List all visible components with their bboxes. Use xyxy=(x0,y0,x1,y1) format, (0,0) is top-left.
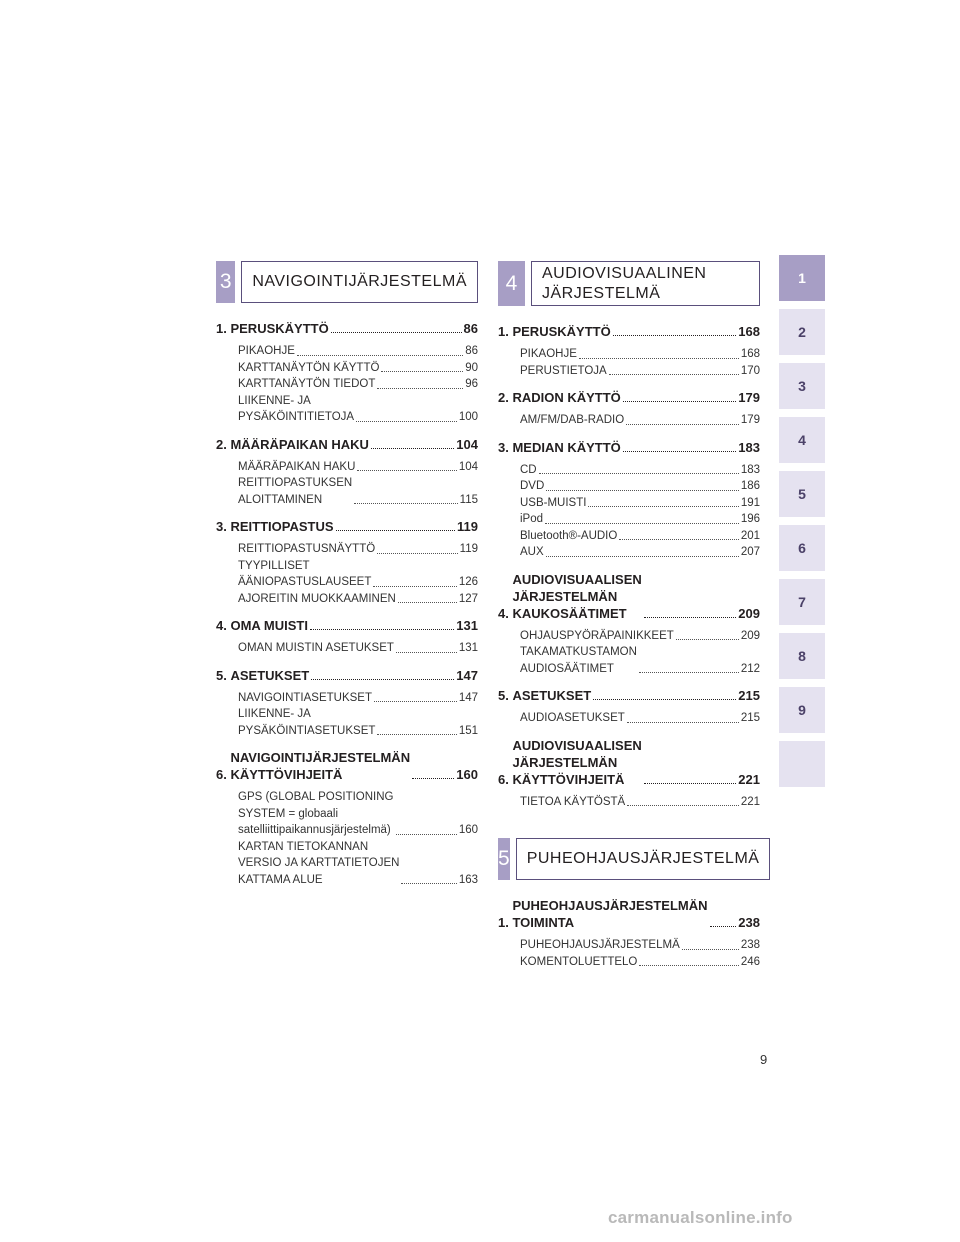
dot-leader xyxy=(639,965,738,966)
subsection-title: USB-MUISTI xyxy=(520,496,587,509)
subsection-entry[interactable] xyxy=(520,346,760,363)
subsection-entry[interactable] xyxy=(238,475,478,508)
subsection-title: TIETOA KÄYTÖSTÄ xyxy=(520,795,626,808)
subsection-title: REITTIOPASTUSNÄYTTÖ xyxy=(238,543,376,555)
subsection-title: LIIKENNE- JA PYSÄKÖINTIASETUKSET xyxy=(238,708,376,737)
chapter-number: 2. xyxy=(216,436,231,452)
chapter-title: NAVIGOINTIJÄRJESTELMÄN KÄYTTÖVIHJEITÄ xyxy=(230,750,411,782)
dot-leader xyxy=(396,652,457,653)
chapter-tab[interactable]: 4 xyxy=(779,417,825,463)
subsection-list xyxy=(498,937,760,970)
subsection-entry[interactable] xyxy=(238,839,478,889)
subsection-list xyxy=(216,690,478,740)
section-header xyxy=(498,838,760,880)
dot-leader xyxy=(546,490,739,491)
dot-leader xyxy=(710,926,737,927)
chapter-number: 4. xyxy=(216,618,231,633)
subsection-list xyxy=(216,789,478,888)
subsection-page: 207 xyxy=(740,546,760,558)
subsection-entry[interactable] xyxy=(238,591,478,608)
section-title: AUDIOVISUAALINEN JÄRJESTELMÄ xyxy=(531,261,760,306)
subsection-entry[interactable] xyxy=(520,628,760,645)
chapter-title: MEDIAN KÄYTTÖ xyxy=(512,439,621,455)
dot-leader xyxy=(310,629,454,630)
chapter-entry[interactable] xyxy=(216,667,478,684)
subsection-list xyxy=(498,794,760,811)
subsection-entry[interactable] xyxy=(520,363,760,380)
subsection-page: 90 xyxy=(465,361,478,374)
subsection-page: 212 xyxy=(740,662,760,675)
subsection-page: 246 xyxy=(740,955,760,968)
subsection-page: 160 xyxy=(458,824,478,836)
subsection-entry[interactable] xyxy=(520,462,760,479)
chapter-page: 119 xyxy=(457,519,478,534)
chapter-tab[interactable]: 2 xyxy=(779,309,825,355)
chapter-entry[interactable] xyxy=(498,323,760,340)
chapter-entry[interactable] xyxy=(498,571,760,622)
subsection-page: 221 xyxy=(740,795,760,808)
subsection-page: 131 xyxy=(458,642,478,654)
subsection-title: KARTAN TIETOKANNAN VERSIO JA KARTTATIETOJEN KATTAMA ALUE xyxy=(238,840,400,886)
dot-leader xyxy=(401,883,456,884)
chapter-page: 86 xyxy=(463,321,478,336)
subsection-list xyxy=(216,343,478,426)
chapter-entry[interactable] xyxy=(498,897,760,931)
subsection-page: 96 xyxy=(465,378,478,390)
subsection-entry[interactable] xyxy=(238,690,478,707)
subsection-title: Bluetooth®-AUDIO xyxy=(520,529,618,542)
page-number: 9 xyxy=(760,1052,768,1067)
chapter-body xyxy=(230,749,478,783)
chapter-entry[interactable] xyxy=(498,737,760,788)
section-number: 5 xyxy=(498,838,510,880)
section-title: NAVIGOINTIJÄRJESTELMÄ xyxy=(241,261,478,303)
subsection-title: CD xyxy=(520,463,537,476)
subsection-page: 191 xyxy=(740,496,760,509)
chapter-body xyxy=(230,667,478,684)
chapter-number: 6. xyxy=(498,771,513,787)
subsection-page: 238 xyxy=(740,939,760,951)
chapter-number: 6. xyxy=(216,767,231,782)
chapter-number: 1. xyxy=(498,324,513,339)
subsection-page: 170 xyxy=(740,364,760,377)
chapter-tab[interactable]: 6 xyxy=(779,525,825,571)
chapter-entry[interactable] xyxy=(216,436,478,453)
chapter-page: 104 xyxy=(456,436,478,452)
chapter-entry[interactable] xyxy=(216,617,478,634)
subsection-title: TAKAMATKUSTAMON AUDIOSÄÄTIMET xyxy=(520,646,637,675)
chapter-title: OMA MUISTI xyxy=(230,618,308,633)
subsection-list xyxy=(498,710,760,727)
chapter-number: 3. xyxy=(216,519,231,534)
subsection-page: 183 xyxy=(740,463,760,476)
chapter-body xyxy=(512,687,760,704)
subsection-title: GPS (GLOBAL POSITIONING SYSTEM = globaali satelliittipaikannusjärjestelmä) xyxy=(238,791,394,836)
chapter-body xyxy=(512,323,760,340)
chapter-tab[interactable]: 9 xyxy=(779,687,825,733)
dot-leader xyxy=(311,679,454,680)
chapter-number: 1. xyxy=(216,321,231,336)
subsection-page: 100 xyxy=(458,411,478,423)
dot-leader xyxy=(377,388,463,389)
dot-leader xyxy=(336,530,456,531)
subsection-title: DVD xyxy=(520,480,545,492)
chapter-body xyxy=(512,897,760,931)
subsection-entry[interactable] xyxy=(238,640,478,657)
subsection-entry[interactable] xyxy=(520,954,760,971)
section-title: PUHEOHJAUSJÄRJESTELMÄ xyxy=(516,838,771,880)
chapter-tab[interactable]: 5 xyxy=(779,471,825,517)
subsection-title: REITTIOPASTUKSEN ALOITTAMINEN xyxy=(238,477,353,506)
subsection-page: 126 xyxy=(458,576,478,588)
chapter-page: 160 xyxy=(456,767,478,782)
subsection-entry[interactable] xyxy=(520,528,760,545)
chapter-tab[interactable]: 1 xyxy=(779,255,825,301)
subsection-title: iPod xyxy=(520,513,544,525)
dot-leader xyxy=(676,639,739,640)
subsection-page: 201 xyxy=(740,529,760,542)
dot-leader xyxy=(623,401,736,402)
subsection-entry[interactable] xyxy=(520,710,760,727)
dot-leader xyxy=(593,699,736,700)
dot-leader xyxy=(545,523,739,524)
subsection-entry[interactable] xyxy=(520,937,760,954)
chapter-title: MÄÄRÄPAIKAN HAKU xyxy=(230,436,369,452)
subsection-title: NAVIGOINTIASETUKSET xyxy=(238,691,372,704)
chapter-tab[interactable] xyxy=(779,741,825,787)
subsection-title: AM/FM/DAB-RADIO xyxy=(520,414,625,426)
subsection-title: KARTTANÄYTÖN TIEDOT xyxy=(238,378,376,390)
subsection-title: PIKAOHJE xyxy=(238,345,295,357)
chapter-page: 179 xyxy=(738,390,760,405)
chapter-page: 215 xyxy=(738,688,760,703)
chapter-number: 5. xyxy=(498,688,513,703)
subsection-entry[interactable] xyxy=(238,789,478,839)
chapter-title: AUDIOVISUAALISEN JÄRJESTELMÄN KAUKOSÄÄTIMET xyxy=(512,571,642,621)
subsection-entry[interactable] xyxy=(238,393,478,426)
chapter-title: PERUSKÄYTTÖ xyxy=(512,324,611,339)
subsection-page: 186 xyxy=(740,480,760,492)
subsection-page: 151 xyxy=(458,724,478,737)
subsection-title: AUX xyxy=(520,546,544,558)
dot-leader xyxy=(539,473,739,474)
dot-leader xyxy=(357,470,456,471)
subsection-title: TYYPILLISET ÄÄNIOPASTUSLAUSEET xyxy=(238,559,372,588)
dot-leader xyxy=(644,783,737,784)
dot-leader xyxy=(588,506,738,507)
subsection-entry[interactable] xyxy=(238,343,478,360)
chapter-number: 1. xyxy=(498,915,513,930)
subsection-page: 86 xyxy=(465,345,478,357)
chapter-page: 131 xyxy=(456,618,478,633)
chapter-body xyxy=(230,518,478,535)
watermark: carmanualsonline.info xyxy=(608,1208,793,1227)
subsection-title: AUDIOASETUKSET xyxy=(520,712,625,724)
dot-leader xyxy=(396,834,457,835)
subsection-title: AJOREITIN MUOKKAAMINEN xyxy=(238,592,396,605)
chapter-page: 209 xyxy=(738,605,760,621)
chapter-body xyxy=(512,389,760,406)
chapter-body xyxy=(230,436,478,453)
subsection-entry[interactable] xyxy=(520,794,760,811)
subsection-list xyxy=(216,640,478,657)
chapter-entry[interactable] xyxy=(216,518,478,535)
dot-leader xyxy=(546,556,739,557)
chapter-tab[interactable]: 8 xyxy=(779,633,825,679)
chapter-page: 147 xyxy=(456,667,478,683)
subsection-entry[interactable] xyxy=(520,644,760,677)
subsection-entry[interactable] xyxy=(520,544,760,561)
toc-section xyxy=(498,261,760,810)
toc-section xyxy=(498,838,760,970)
section-header xyxy=(498,261,760,306)
dot-leader xyxy=(381,371,463,372)
section-number: 4 xyxy=(498,261,525,306)
subsection-title: OMAN MUISTIN ASETUKSET xyxy=(238,642,394,654)
subsection-list xyxy=(216,459,478,509)
dot-leader xyxy=(579,358,739,359)
chapter-body xyxy=(230,617,478,634)
left-column xyxy=(216,261,478,894)
subsection-title: OHJAUSPYÖRÄPAINIKKEET xyxy=(520,629,674,642)
subsection-title: PUHEOHJAUSJÄRJESTELMÄ xyxy=(520,939,680,951)
dot-leader xyxy=(373,586,456,587)
subsection-page: 147 xyxy=(458,691,478,704)
subsection-entry[interactable] xyxy=(238,459,478,476)
subsection-list xyxy=(498,412,760,429)
section-number: 3 xyxy=(216,261,235,303)
subsection-page: 179 xyxy=(740,414,760,426)
subsection-title: PERUSTIETOJA xyxy=(520,364,607,377)
dot-leader xyxy=(374,701,457,702)
subsection-entry[interactable] xyxy=(238,360,478,377)
subsection-page: 209 xyxy=(740,629,760,642)
subsection-entry[interactable] xyxy=(238,558,478,591)
chapter-page: 221 xyxy=(738,771,760,787)
dot-leader xyxy=(639,672,739,673)
dot-leader xyxy=(613,335,737,336)
dot-leader xyxy=(398,602,457,603)
subsection-entry[interactable] xyxy=(520,478,760,495)
chapter-page: 183 xyxy=(738,439,760,455)
chapter-title: REITTIOPASTUS xyxy=(230,519,334,534)
dot-leader xyxy=(371,448,454,449)
subsection-entry[interactable] xyxy=(238,541,478,558)
subsection-title: KARTTANÄYTÖN KÄYTTÖ xyxy=(238,361,380,374)
subsection-page: 115 xyxy=(459,493,478,506)
subsection-list xyxy=(498,346,760,379)
dot-leader xyxy=(377,553,457,554)
subsection-page: 168 xyxy=(740,348,760,360)
dot-leader xyxy=(377,734,456,735)
chapter-number: 2. xyxy=(498,390,513,405)
chapter-title: ASETUKSET xyxy=(230,667,310,683)
subsection-title: MÄÄRÄPAIKAN HAKU xyxy=(238,460,356,473)
chapter-title: AUDIOVISUAALISEN JÄRJESTELMÄN KÄYTTÖVIHJEITÄ xyxy=(512,737,642,787)
subsection-entry[interactable] xyxy=(520,412,760,429)
subsection-title: PIKAOHJE xyxy=(520,348,577,360)
toc-section xyxy=(216,261,478,888)
chapter-title: PERUSKÄYTTÖ xyxy=(230,321,329,336)
subsection-list xyxy=(216,541,478,607)
right-column xyxy=(498,261,760,976)
subsection-page: 196 xyxy=(740,513,760,525)
dot-leader xyxy=(626,424,739,425)
chapter-title: RADION KÄYTTÖ xyxy=(512,390,621,405)
chapter-entry[interactable] xyxy=(216,749,478,783)
chapter-title: ASETUKSET xyxy=(512,688,592,703)
dot-leader xyxy=(609,374,739,375)
dot-leader xyxy=(619,539,738,540)
subsection-title: LIIKENNE- JA PYSÄKÖINTITIETOJA xyxy=(238,394,355,423)
chapter-page: 238 xyxy=(738,915,760,930)
dot-leader xyxy=(623,451,736,452)
chapter-tabs xyxy=(779,255,825,795)
chapter-body xyxy=(512,439,760,456)
chapter-entry[interactable] xyxy=(216,320,478,337)
dot-leader xyxy=(627,722,739,723)
chapter-body xyxy=(512,737,760,788)
subsection-page: 119 xyxy=(459,543,478,555)
subsection-entry[interactable] xyxy=(520,511,760,528)
chapter-tab[interactable]: 3 xyxy=(779,363,825,409)
subsection-page: 104 xyxy=(458,460,478,473)
subsection-page: 163 xyxy=(458,873,478,886)
subsection-title: KOMENTOLUETTELO xyxy=(520,955,638,968)
dot-leader xyxy=(331,332,462,333)
dot-leader xyxy=(682,949,739,950)
chapter-tab[interactable]: 7 xyxy=(779,579,825,625)
subsection-entry[interactable] xyxy=(238,706,478,739)
subsection-page: 127 xyxy=(458,592,478,605)
section-header xyxy=(216,261,478,303)
subsection-list xyxy=(498,628,760,678)
dot-leader xyxy=(644,617,737,618)
chapter-entry[interactable] xyxy=(498,439,760,456)
chapter-entry[interactable] xyxy=(498,687,760,704)
dot-leader xyxy=(627,805,739,806)
chapter-title: PUHEOHJAUSJÄRJESTELMÄN TOIMINTA xyxy=(512,898,708,930)
chapter-entry[interactable] xyxy=(498,389,760,406)
dot-leader xyxy=(354,503,457,504)
dot-leader xyxy=(297,355,463,356)
dot-leader xyxy=(356,421,457,422)
subsection-list xyxy=(498,462,760,561)
chapter-number: 3. xyxy=(498,439,513,455)
chapter-body xyxy=(230,320,478,337)
chapter-number: 4. xyxy=(498,605,513,621)
subsection-page: 215 xyxy=(740,712,760,724)
dot-leader xyxy=(412,778,454,779)
subsection-entry[interactable] xyxy=(520,495,760,512)
chapter-page: 168 xyxy=(738,324,760,339)
subsection-entry[interactable] xyxy=(238,376,478,393)
chapter-body xyxy=(512,571,760,622)
chapter-number: 5. xyxy=(216,667,231,683)
